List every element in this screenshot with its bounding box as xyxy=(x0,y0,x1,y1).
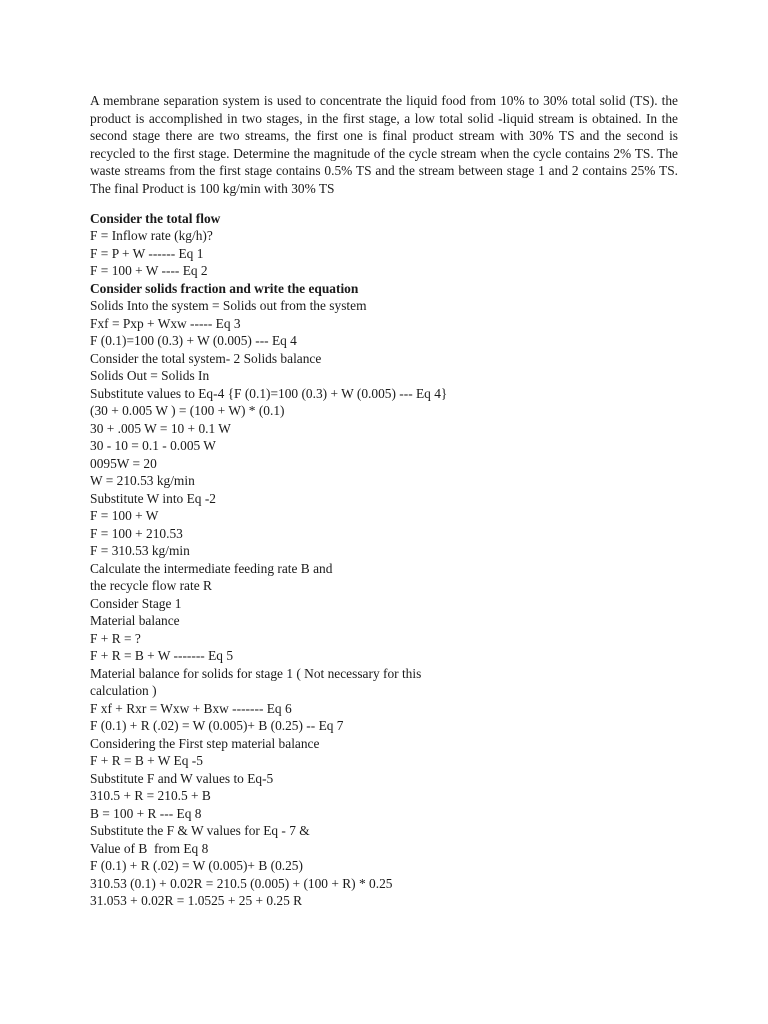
solution-line: 310.53 (0.1) + 0.02R = 210.5 (0.005) + (100 + R) * 0.25 xyxy=(90,875,393,891)
solution-line: F = 310.53 kg/min xyxy=(90,543,190,559)
solution-line: F = 100 + 210.53 xyxy=(90,525,183,541)
problem-statement: A membrane separation system is used to concentrate the liquid food from 10% to 30% total solid (TS). the product is accomplished in two stages, in the first stage, a low total solid -liquid stream is obtained. In the second stage there are two streams, the first one is final product stream with 30% TS and the second is recycled to the first stage. Determine the magnitude of the cycle stream when the cycle contains 2% TS. The waste streams from the first stage contains 0.5% TS and the stream between stage 1 and 2 contains 25% TS. The final Product is 100 kg/min with 30% TS xyxy=(90,93,678,196)
solution-line: Consider the total system- 2 Solids balance xyxy=(90,350,322,366)
solution-lines xyxy=(90,210,678,910)
document-page xyxy=(90,92,678,910)
solution-line: Solids Into the system = Solids out from the system xyxy=(90,298,367,314)
solution-line: Substitute W into Eq -2 xyxy=(90,490,216,506)
section-heading: Consider the total flow xyxy=(90,210,221,226)
solution-line: F + R = B + W ------- Eq 5 xyxy=(90,648,234,664)
solution-line: F = 100 + W ---- Eq 2 xyxy=(90,263,208,279)
solution-line: 0095W = 20 xyxy=(90,455,157,471)
solution-line: F + R = B + W Eq -5 xyxy=(90,753,203,769)
solution-line: Solids Out = Solids In xyxy=(90,368,210,384)
solution-line: Substitute F and W values to Eq-5 xyxy=(90,770,274,786)
solution-line: B = 100 + R --- Eq 8 xyxy=(90,805,202,821)
solution-line: 310.5 + R = 210.5 + B xyxy=(90,788,211,804)
solution-line: Substitute values to Eq-4 {F (0.1)=100 (0.3) + W (0.005) --- Eq 4} xyxy=(90,385,448,401)
solution-line: F + R = ? xyxy=(90,630,141,646)
solution-line: F = P + W ------ Eq 1 xyxy=(90,245,204,261)
solution-line: 30 + .005 W = 10 + 0.1 W xyxy=(90,420,231,436)
solution-line: Material balance for solids for stage 1 ( Not necessary for this calculation ) xyxy=(90,665,422,699)
solution-line: (30 + 0.005 W ) = (100 + W) * (0.1) xyxy=(90,403,285,419)
solution-line: the recycle flow rate R xyxy=(90,578,212,594)
solution-line: Substitute the F & W values for Eq - 7 & xyxy=(90,823,310,839)
solution-line: F = 100 + W xyxy=(90,508,159,524)
solution-line: 31.053 + 0.02R = 1.0525 + 25 + 0.25 R xyxy=(90,893,303,909)
solution-line: Material balance xyxy=(90,613,180,629)
solution-line: Fxf = Pxp + Wxw ----- Eq 3 xyxy=(90,315,241,331)
solution-line: Value of B from Eq 8 xyxy=(90,840,209,856)
solution-line: F (0.1)=100 (0.3) + W (0.005) --- Eq 4 xyxy=(90,333,297,349)
solution-line: F (0.1) + R (.02) = W (0.005)+ B (0.25) -- Eq 7 xyxy=(90,718,344,734)
solution-line: 30 - 10 = 0.1 - 0.005 W xyxy=(90,438,216,454)
section-heading: Consider solids fraction and write the equation xyxy=(90,280,359,296)
solution-line: F = Inflow rate (kg/h)? xyxy=(90,228,213,244)
solution-line: F (0.1) + R (.02) = W (0.005)+ B (0.25) xyxy=(90,858,303,874)
solution-line: W = 210.53 kg/min xyxy=(90,473,195,489)
solution-line: Calculate the intermediate feeding rate B and xyxy=(90,560,333,576)
solution-line: F xf + Rxr = Wxw + Bxw ------- Eq 6 xyxy=(90,700,292,716)
solution-line: Consider Stage 1 xyxy=(90,595,182,611)
solution-line: Considering the First step material balance xyxy=(90,735,320,751)
